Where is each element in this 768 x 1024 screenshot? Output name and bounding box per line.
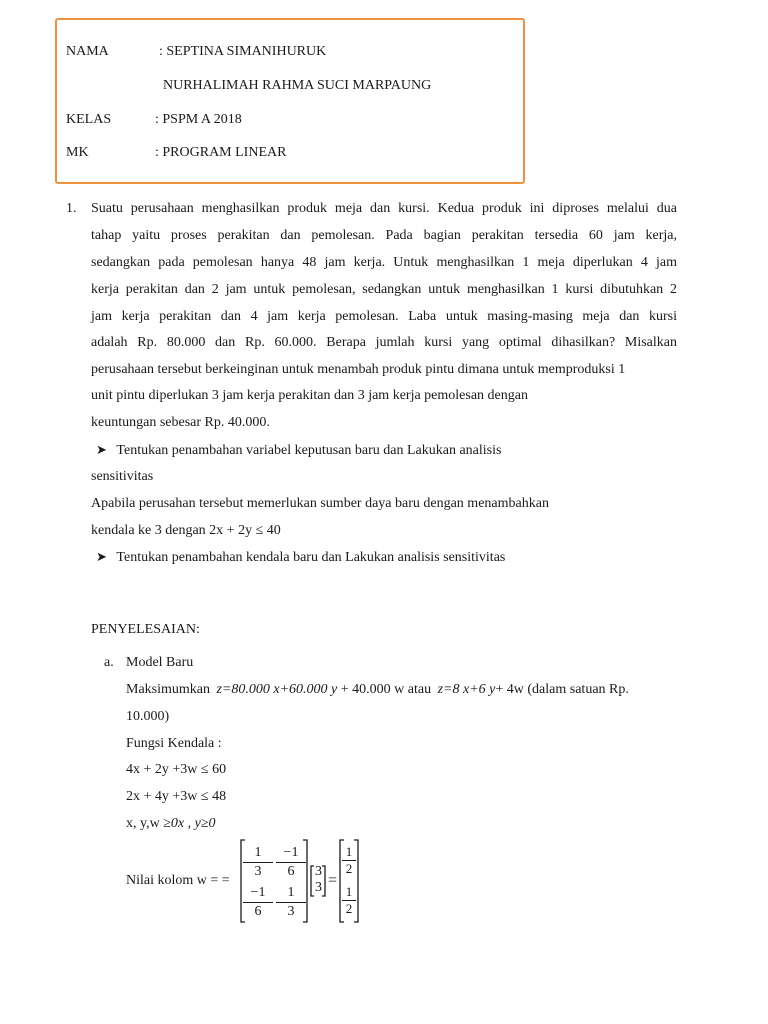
item-title: Model Baru: [126, 655, 194, 670]
objective-expr-2: + 40.000 w atau: [337, 682, 435, 697]
problem-line: tahap yaitu proses perakitan dan pemolesan. Pada bagian perakitan tersedia 60 jam kerja,: [91, 228, 677, 243]
bullet-1-continuation: sensitivitas: [91, 469, 154, 484]
nama-label: NAMA: [66, 44, 109, 59]
matrix-equation: [238, 838, 368, 924]
kelas-value: : PSPM A 2018: [155, 112, 242, 127]
constraints-title: Fungsi Kendala :: [126, 736, 222, 751]
constraint-3-vars: x, y,w: [126, 816, 164, 831]
matrix-a11: $\frac{1}{3}$: [243, 844, 273, 881]
arrow-bullet-icon: ➤: [96, 442, 107, 457]
arrow-bullet-icon: ➤: [96, 549, 107, 564]
objective-line: [126, 682, 629, 698]
matrix-a21: $\frac{-1}{6}$: [243, 884, 273, 921]
solution-heading: PENYELESAIAN:: [91, 622, 200, 637]
objective-expr-4: + 4w (dalam satuan Rp.: [495, 682, 629, 697]
header-box: [55, 18, 525, 184]
objective-expr-3: z=8 x+6 y: [437, 682, 496, 697]
problem-line: Suatu perusahaan menghasilkan produk meja dan kursi. Kedua produk ini diproses melalui dua: [91, 201, 677, 216]
objective-expr-1: z=80.000 x+60.000 y: [216, 682, 338, 697]
matrix-a12: $\frac{-1}{6}$: [276, 844, 306, 881]
bullet-2-text: Tentukan penambahan kendala baru dan Lakukan analisis sensitivitas: [116, 550, 506, 565]
vector-v1: 3: [315, 864, 322, 879]
problem-number: 1.: [66, 201, 77, 216]
problem-line: keuntungan sebesar Rp. 40.000.: [91, 415, 270, 430]
bullet-1-text: Tentukan penambahan variabel keputusan baru dan Lakukan analisis: [116, 443, 502, 458]
bullet-2: [96, 549, 505, 566]
nama-value-1: : SEPTINA SIMANIHURUK: [159, 44, 327, 59]
result-r1: $\frac{1}{2}$: [342, 844, 356, 877]
problem-line: adalah Rp. 80.000 dan Rp. 60.000. Berapa jumlah kursi yang optimal dihasilkan? Misalkan: [91, 335, 677, 350]
problem-line: unit pintu diperlukan 3 jam kerja perakitan dan 3 jam kerja pemolesan dengan: [91, 388, 528, 403]
equals-sign: =: [328, 872, 338, 889]
max-prefix: Maksimumkan: [126, 682, 210, 697]
extra-line-1: Apabila perusahan tersebut memerlukan sumber daya baru dengan menambahkan: [91, 496, 549, 511]
mk-label: MK: [66, 145, 89, 160]
constraint-2: 2x + 4y +3w ≤ 48: [126, 789, 227, 804]
kelas-label: KELAS: [66, 112, 112, 127]
constraint-3: [126, 816, 216, 832]
matrix-a22: $\frac{1}{3}$: [276, 884, 306, 921]
item-marker: a.: [104, 655, 114, 670]
constraint-3-expr: ≥0x , y≥0: [163, 816, 216, 831]
extra-line-2: kendala ke 3 dengan 2x + 2y ≤ 40: [91, 523, 281, 538]
vector-v2: 3: [315, 880, 322, 895]
bullet-1: [96, 442, 501, 459]
result-r2: $\frac{1}{2}$: [342, 884, 356, 917]
nama-value-2: NURHALIMAH RAHMA SUCI MARPAUNG: [163, 78, 432, 93]
constraint-1: 4x + 2y +3w ≤ 60: [126, 762, 227, 777]
nilai-label: Nilai kolom w = =: [126, 873, 230, 888]
problem-line: sedangkan pada pemolesan hanya 48 jam kerja. Untuk menghasilkan 1 meja diperlukan 4 jam: [91, 255, 677, 270]
problem-line: kerja perakitan dan 2 jam untuk pemolesan, sedangkan untuk menghasilkan 1 kursi dibutuhkan 2: [91, 282, 677, 297]
objective-continuation: 10.000): [126, 709, 170, 724]
problem-line: perusahaan tersebut berkeinginan untuk menambah produk pintu dimana untuk memproduksi 1: [91, 362, 626, 377]
problem-line: jam kerja perakitan dan 4 jam kerja pemolesan. Laba untuk masing-masing meja dan kursi: [91, 309, 677, 324]
mk-value: : PROGRAM LINEAR: [155, 145, 287, 160]
